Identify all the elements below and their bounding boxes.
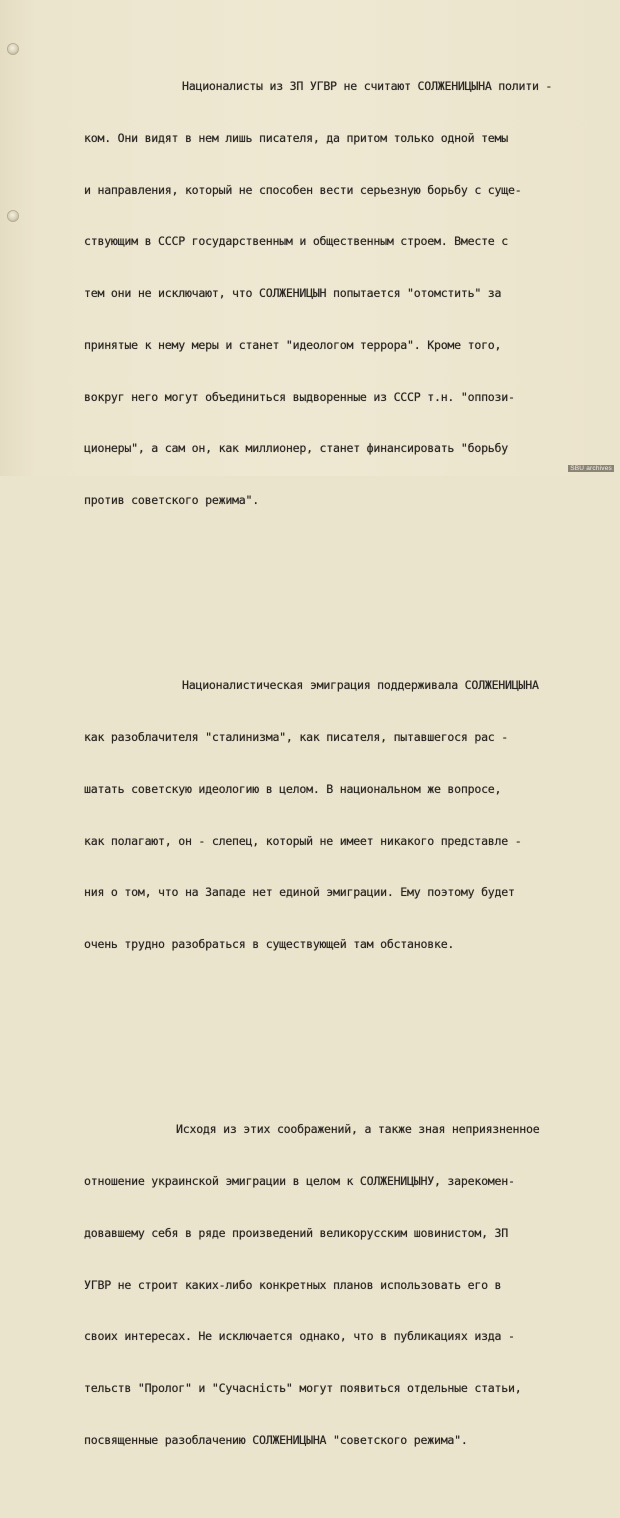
text-line: довавшему себя в ряде произведений великорусским шовинистом, ЗП — [84, 1225, 508, 1240]
paragraph-1 — [84, 44, 608, 544]
text-line: ционеры", а сам он, как миллионер, станет финансировать "борьбу — [84, 441, 508, 456]
archive-watermark: SBU archives — [570, 465, 612, 472]
text-line: ствующим в СССР государственным и общественным строем. Вместе с — [84, 234, 508, 249]
text-line: ком. Они видят в нем лишь писателя, да притом только одной темы — [84, 130, 508, 145]
text-line: как разоблачителя "сталинизма", как писателя, пытавшегося рас - — [84, 730, 508, 744]
text-line: УГВР не строит каких-либо конкретных планов использовать его в — [84, 1277, 502, 1292]
text-line: тем они не исключают, что СОЛЖЕНИЦЫН попытается "отомстить" за — [84, 286, 502, 300]
text-line: Националистическая эмиграция поддерживала СОЛЖЕНИЦЫНА — [182, 678, 539, 693]
paragraph-2 — [84, 643, 608, 988]
text-line: и направления, который не способен вести серьезную борьбу с суще- — [84, 182, 522, 197]
text-line: принятые к нему меры и станет "идеологом террора". Кроме того, — [84, 337, 502, 352]
text-line: очень трудно разобраться в существующей там обстановке. — [84, 937, 455, 951]
punch-hole-top — [8, 44, 18, 54]
typewritten-text — [84, 9, 608, 1518]
text-line: как полагают, он - слепец, который не имеет никакого представле - — [84, 833, 522, 848]
text-line: ния о том, что на Западе нет единой эмиграции. Ему поэтому будет — [84, 885, 515, 900]
text-line: своих интересах. Не исключается однако, что в публикациях изда - — [84, 1329, 515, 1344]
text-line: посвященные разоблачению СОЛЖЕНИЦЫНА "советского режима". — [84, 1432, 468, 1447]
text-line: Националисты из ЗП УГВР не считают СОЛЖЕНИЦЫНА полити - — [182, 79, 553, 93]
text-line: против советского режима". — [84, 493, 259, 507]
text-line: отношение украинской эмиграции в целом к СОЛЖЕНИЦЫНУ, зарекомен- — [84, 1174, 515, 1188]
paragraph-gap — [84, 1022, 608, 1052]
text-line: тельств "Пролог" и "Сучасність" могут появиться отдельные статьи, — [84, 1381, 522, 1395]
text-line: вокруг него могут объединиться выдворенные из СССР т.н. "оппози- — [84, 389, 515, 404]
text-line: шатать советскую идеологию в целом. В национальном же вопросе, — [84, 781, 502, 796]
text-line: Исходя из этих соображений, а также зная неприязненное — [176, 1122, 540, 1137]
paragraph-gap — [84, 578, 608, 608]
paragraph-3 — [84, 1087, 608, 1484]
punch-hole-middle — [8, 211, 18, 221]
